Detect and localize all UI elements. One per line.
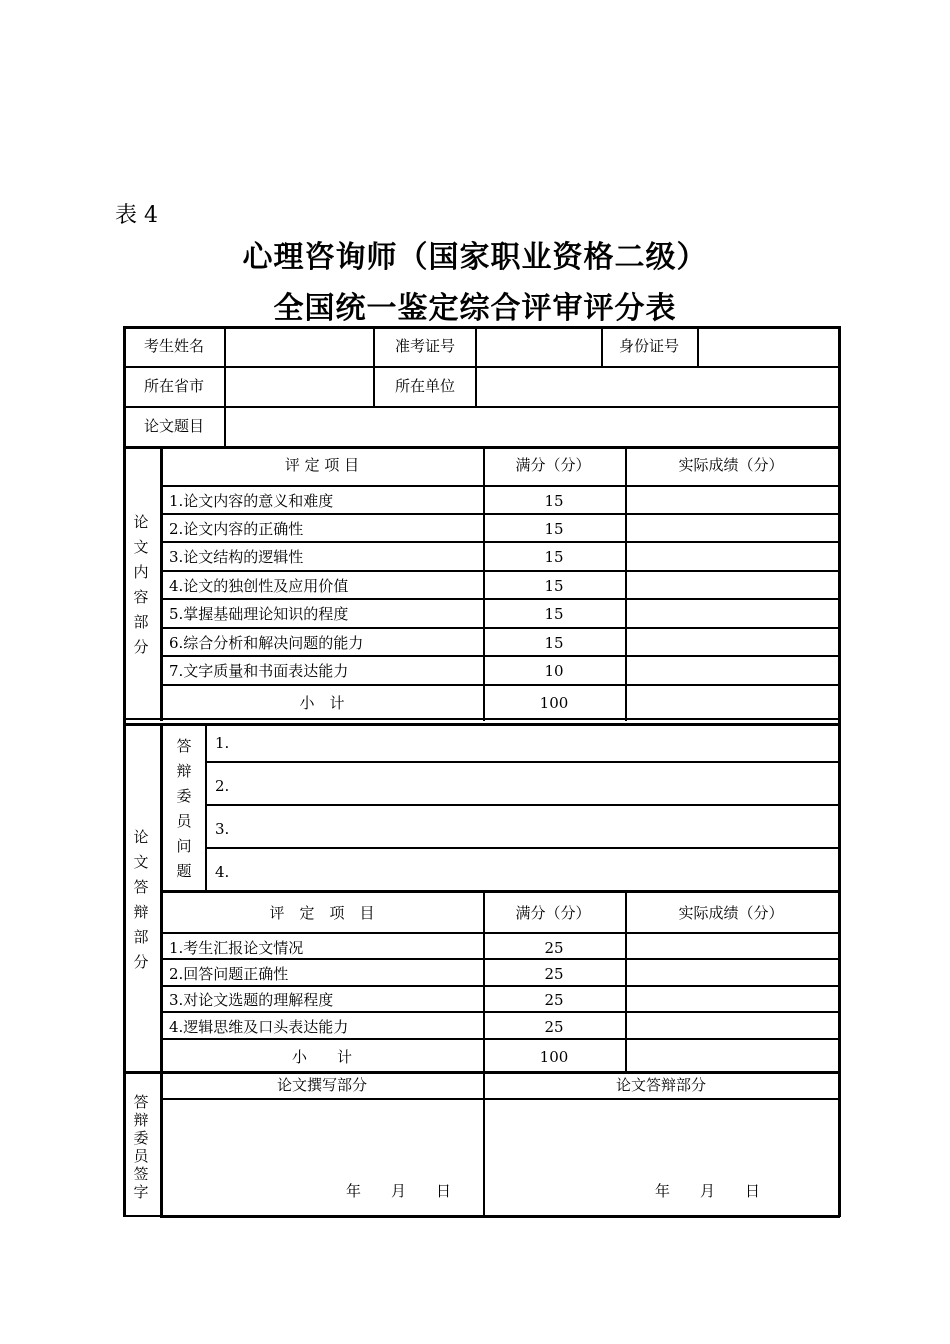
content-item-label: 7.文字质量和书面表达能力 [169,662,349,680]
defense-subtotal-label: 小 计 [291,1048,353,1066]
defense-section-side-label: 论文答辩部分 [133,828,149,971]
defense-item-label: 2.回答问题正确性 [169,965,289,983]
content-item-score: 15 [544,520,564,538]
name-label: 考生姓名 [143,337,205,355]
unit-field[interactable] [477,368,837,406]
content-item-score: 10 [544,662,564,680]
content-item-label: 5.掌握基础理论知识的程度 [169,605,349,623]
thesis-title-field[interactable] [226,408,837,446]
content-item-label: 3.论文结构的逻辑性 [169,548,304,566]
signature-date-right: 年 月 日 [655,1182,761,1200]
id-card-field[interactable] [699,328,837,366]
table-number-label: 表 4 [115,203,158,228]
signature-writing-label: 论文撰写部分 [276,1076,368,1094]
defense-item-label: 1.考生汇报论文情况 [169,939,304,957]
form-title-line2: 全国统一鉴定综合评审评分表 [273,291,677,326]
name-field[interactable] [226,328,372,366]
unit-label: 所在单位 [394,377,456,395]
content-subtotal-score: 100 [539,694,569,712]
form-title-line1: 心理咨询师（国家职业资格二级） [242,240,708,275]
content-item-score: 15 [544,605,564,623]
content-col-item: 评 定 项 目 [284,456,360,474]
content-col-actual: 实际成绩（分） [678,456,784,474]
content-item-score: 15 [544,577,564,595]
defense-item-label: 4.逻辑思维及口头表达能力 [169,1018,349,1036]
content-item-score: 15 [544,548,564,566]
question-line[interactable]: 4. [215,863,230,881]
defense-subtotal-score: 100 [539,1048,569,1066]
content-item-label: 1.论文内容的意义和难度 [169,492,334,510]
content-subtotal-label: 小 计 [299,694,345,712]
defense-col-item: 评 定 项 目 [269,904,375,922]
defense-col-full: 满分（分） [515,904,591,922]
defense-item-label: 3.对论文选题的理解程度 [169,991,334,1009]
province-label: 所在省市 [143,377,205,395]
signature-date-left: 年 月 日 [346,1182,452,1200]
defense-item-score: 25 [544,1018,564,1036]
signature-side-label: 答辩委员签字 [133,1093,149,1201]
signature-defense-label: 论文答辩部分 [615,1076,707,1094]
exam-id-label: 准考证号 [394,337,456,355]
content-section-side-label: 论文内容部分 [133,513,149,656]
content-item-label: 4.论文的独创性及应用价值 [169,577,349,595]
province-field[interactable] [226,368,372,406]
content-item-label: 6.综合分析和解决问题的能力 [169,634,364,652]
question-line[interactable]: 3. [215,820,230,838]
defense-item-score: 25 [544,965,564,983]
thesis-title-label: 论文题目 [143,417,205,435]
defense-questions-label: 答辩委员问题 [176,737,192,880]
defense-item-score: 25 [544,991,564,1009]
id-card-label: 身份证号 [618,337,680,355]
defense-col-actual: 实际成绩（分） [678,904,784,922]
content-item-score: 15 [544,492,564,510]
content-item-label: 2.论文内容的正确性 [169,520,304,538]
exam-id-field[interactable] [477,328,600,366]
content-col-full: 满分（分） [515,456,591,474]
defense-item-score: 25 [544,939,564,957]
question-line[interactable]: 1. [215,734,230,752]
question-line[interactable]: 2. [215,777,230,795]
content-item-score: 15 [544,634,564,652]
